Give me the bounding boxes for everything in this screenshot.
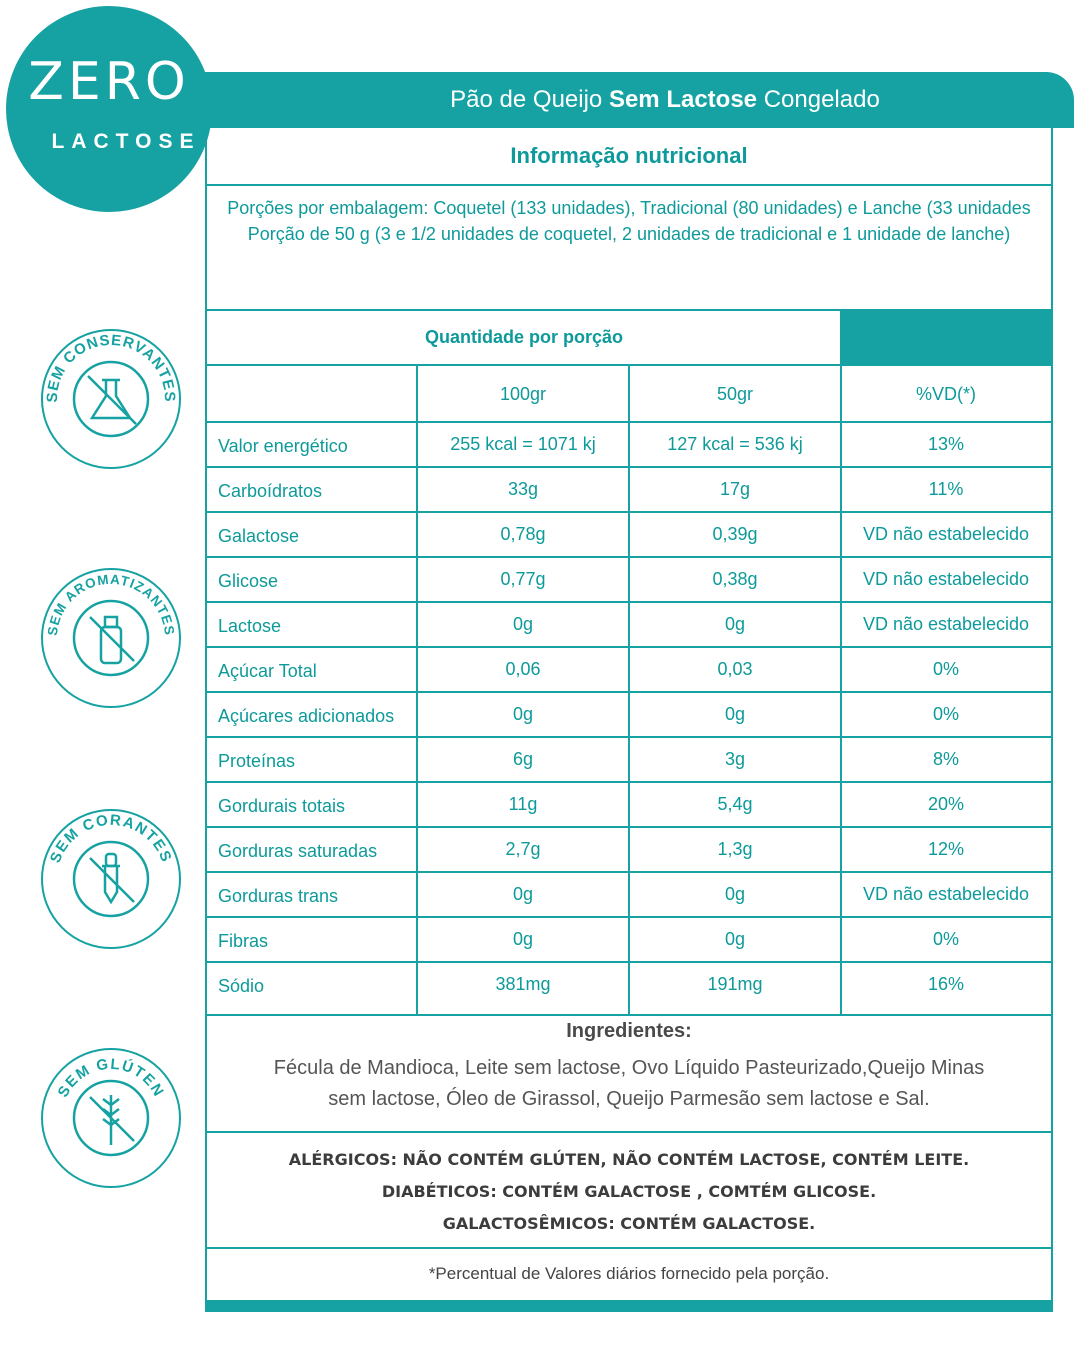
nutrient-value: 33g [507, 479, 539, 499]
product-title-suffix: Congelado [763, 86, 880, 113]
badge-text: SEM GLÚTEN [54, 1055, 168, 1101]
nutrient-value: 0,78g [500, 524, 546, 544]
badge-text: SEM AROMATIZANTES [44, 571, 178, 637]
nutrient-value: VD não estabelecido [862, 569, 1030, 589]
wheat-icon [90, 1095, 134, 1145]
table-row [207, 647, 1051, 692]
nutrient-name: Sódio [218, 976, 265, 996]
column-header: 100gr [499, 383, 547, 404]
nutrient-value: 13% [927, 434, 965, 454]
nutrient-value: 20% [927, 794, 965, 814]
allergen-line: GALACTOSÊMICOS: CONTÉM GALACTOSE. [442, 1214, 816, 1233]
nutrient-value: 0% [932, 704, 959, 724]
table-row [207, 557, 1051, 602]
divider [205, 1131, 1053, 1133]
nutrient-name: Lactose [218, 616, 282, 636]
nutrient-value: 0g [724, 704, 746, 724]
nutrient-value: VD não estabelecido [862, 614, 1030, 634]
table-row [207, 692, 1051, 737]
nutrition-title: Informação nutricional [510, 143, 748, 168]
nutrient-value: 0,06 [505, 659, 541, 679]
nutrient-value: 0,03 [717, 659, 753, 679]
nutrient-value: 1,3g [717, 839, 753, 859]
nutrient-value: 0g [724, 929, 746, 949]
svg-text:SEM CORANTES [47, 812, 175, 866]
allergen-line: DIABÉTICOS: CONTÉM GALACTOSE , COMTÉM GLICOSE. [381, 1182, 877, 1201]
divider [205, 1014, 1053, 1016]
table-row [207, 467, 1051, 512]
nutrient-name: Gorduras trans [218, 886, 339, 906]
divider [205, 184, 1053, 186]
table-row [207, 872, 1051, 917]
nutrient-value: 0% [932, 929, 959, 949]
nutrient-value: 191mg [707, 974, 763, 994]
nutrient-value: 2,7g [505, 839, 541, 859]
nutrient-name: Glicose [218, 571, 279, 591]
nutrient-name: Gorduras saturadas [218, 841, 378, 861]
dropper-icon [90, 854, 134, 902]
nutrient-value: 381mg [495, 974, 551, 994]
nutrient-value: 3g [724, 749, 746, 769]
nutrient-value: 127 kcal = 536 kj [667, 434, 803, 454]
nutrient-value: 11g [508, 794, 538, 814]
nutrient-value: 5,4g [717, 794, 753, 814]
ingredients-text: Fécula de Mandioca, Leite sem lactose, Ovo Líquido Pasteurizado,Queijo Minas sem lactose, Óleo de Girassol, Queijo Parmesão sem lactose e Sal. [273, 1057, 985, 1110]
nutrient-value: VD não estabelecido [862, 524, 1030, 544]
ingredients-title: Ingredientes: [566, 1020, 692, 1042]
nutrient-value: VD não estabelecido [862, 884, 1030, 904]
nutrient-name: Valor energético [218, 436, 348, 456]
nutrient-value: 0g [512, 884, 534, 904]
product-title-bold: Sem Lactose [608, 86, 758, 113]
nutrient-name: Fibras [218, 931, 269, 951]
nutrient-name: Galactose [218, 526, 300, 546]
sem-corantes-badge [40, 808, 182, 950]
nutrient-value: 0,77g [500, 569, 546, 589]
allergen-line: ALÉRGICOS: NÃO CONTÉM GLÚTEN, NÃO CONTÉM LACTOSE, CONTÉM LEITE. [288, 1150, 970, 1169]
table-row [207, 737, 1051, 782]
nutrient-value: 6g [512, 749, 534, 769]
nutrient-value: 0g [512, 614, 534, 634]
table-row [207, 962, 1051, 1007]
nutrient-name: Carboídratos [218, 481, 323, 501]
footnote: *Percentual de Valores diários fornecido pela porção. [428, 1264, 830, 1283]
portions-info [215, 196, 1043, 247]
product-title-bar [200, 72, 1074, 128]
table-row [207, 782, 1051, 827]
sem-aromatizantes-badge [40, 567, 182, 709]
nutrient-value: 0,38g [712, 569, 758, 589]
column-header: 50gr [716, 383, 754, 404]
nutrient-name: Açúcares adicionados [218, 706, 395, 726]
nutrient-name: Açúcar Total [218, 661, 317, 681]
logo-word: ZERO [28, 52, 190, 112]
spray-bottle-icon [90, 617, 134, 663]
nutrient-value: 255 kcal = 1071 kj [450, 434, 596, 454]
nutrient-value: 0g [724, 614, 746, 634]
nutrient-value: 0% [932, 659, 959, 679]
nutrient-value: 0g [512, 704, 534, 724]
table-row [207, 422, 1051, 467]
nutrient-value: 8% [932, 749, 959, 769]
nutrient-value: 0,39g [712, 524, 758, 544]
nutrient-value: 0g [724, 884, 746, 904]
badge-text: SEM CONSERVANTES [43, 331, 179, 403]
portions-line-1: Porções por embalagem: Coquetel (133 unidades), Tradicional (80 unidades) e Lanche (33 unidades [227, 198, 1031, 218]
flask-icon [88, 376, 136, 424]
product-title-prefix: Pão de Queijo [450, 86, 603, 113]
table-row [207, 827, 1051, 872]
header-fill-block [842, 310, 1053, 365]
table-row [207, 602, 1051, 647]
table-row [207, 917, 1051, 962]
nutrient-value: 11% [928, 479, 964, 499]
quantity-per-portion-label: Quantidade por porção [424, 326, 624, 347]
table-bottom-strip [205, 1300, 1053, 1312]
sem-gluten-badge [40, 1047, 182, 1189]
divider [840, 310, 842, 366]
divider [205, 1247, 1053, 1249]
allergens-section [207, 1144, 1051, 1240]
column-header: %VD(*) [915, 383, 976, 404]
nutrient-name: Proteínas [218, 751, 296, 771]
nutrient-value: 12% [927, 839, 965, 859]
ingredients-section [207, 1020, 1051, 1115]
nutrient-value: 16% [927, 974, 965, 994]
nutrient-value: 17g [719, 479, 751, 499]
table-row [207, 512, 1051, 557]
sem-conservantes-badge [40, 328, 182, 470]
svg-text:SEM CONSERVANTES [44, 332, 178, 403]
nutrient-name: Gordurais totais [218, 796, 346, 816]
nutrient-value: 0g [512, 929, 534, 949]
table-header-row [207, 366, 1051, 422]
badge-text: SEM CORANTES [46, 811, 176, 866]
zero-lactose-logo [6, 6, 212, 212]
logo-sub: LACTOSE [51, 130, 201, 153]
portions-line-2: Porção de 50 g (3 e 1/2 unidades de coquetel, 2 unidades de tradicional e 1 unidade de lanche) [247, 223, 1011, 244]
